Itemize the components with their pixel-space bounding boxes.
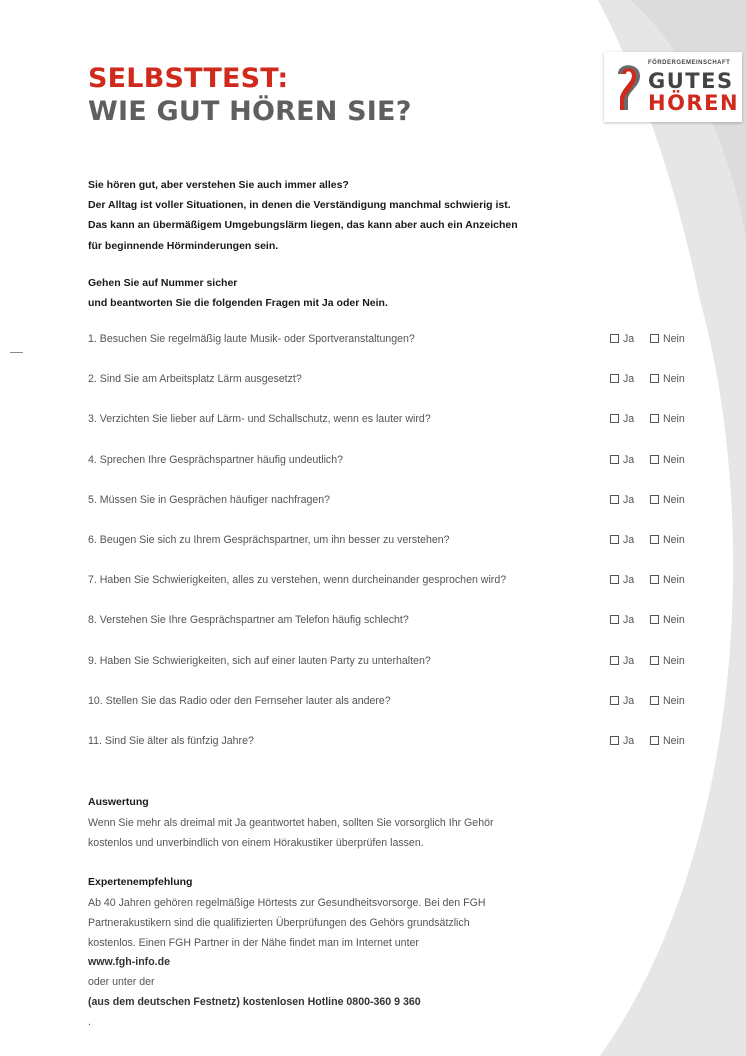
checkbox-ja[interactable]	[610, 494, 634, 506]
checkbox-nein[interactable]	[650, 655, 685, 667]
logo-word-gutes: GUTES	[648, 69, 734, 93]
question-row	[88, 571, 698, 591]
checkbox-ja[interactable]	[610, 695, 634, 707]
checkbox-icon[interactable]	[650, 575, 659, 584]
logo-tagline: FÖRDERGEMEINSCHAFT	[648, 60, 731, 66]
question-text: 7. Haben Sie Schwierigkeiten, alles zu verstehen, wenn durcheinander gesprochen wird?	[88, 574, 507, 587]
checkbox-ja[interactable]	[610, 614, 634, 626]
checkbox-ja[interactable]	[610, 735, 634, 747]
experten-line	[88, 934, 618, 974]
question-text: 2. Sind Sie am Arbeitsplatz Lärm ausgesetzt?	[88, 373, 302, 386]
website-link[interactable]: www.fgh-info.de	[88, 956, 170, 969]
option-label: Nein	[663, 574, 685, 587]
checkbox-nein[interactable]	[650, 695, 685, 707]
checkbox-icon[interactable]	[610, 575, 619, 584]
logo-word-hoeren: HÖREN	[648, 91, 740, 115]
option-label: Ja	[623, 694, 635, 707]
option-label: Nein	[663, 694, 685, 707]
intro-line: Das kann an übermäßigem Umgebungslärm liegen, das kann aber auch ein Anzeichen	[88, 219, 518, 232]
instruction-text	[88, 273, 608, 313]
checkbox-icon[interactable]	[610, 455, 619, 464]
option-label: Nein	[663, 654, 685, 667]
checkbox-icon[interactable]	[610, 656, 619, 665]
checkbox-icon[interactable]	[650, 736, 659, 745]
option-label: Nein	[663, 373, 685, 386]
checkbox-nein[interactable]	[650, 735, 685, 747]
checkbox-nein[interactable]	[650, 494, 685, 506]
experten-line: Ab 40 Jahren gehören regelmäßige Hörtests zur Gesundheitsvorsorge. Bei den FGH	[88, 897, 486, 909]
option-label: Ja	[623, 614, 635, 627]
question-text: 4. Sprechen Ihre Gesprächspartner häufig undeutlich?	[88, 453, 344, 466]
experten-text: oder unter der	[88, 976, 155, 989]
experten-line: Partnerakustikern sind die qualifizierten Überprüfungen des Gehörs grundsätzlich	[88, 916, 470, 929]
option-label: Nein	[663, 493, 685, 506]
page-title	[88, 62, 412, 128]
logo	[604, 52, 742, 122]
option-label: Nein	[663, 453, 685, 466]
checkbox-icon[interactable]	[610, 374, 619, 383]
option-label: Nein	[663, 534, 685, 546]
question-row	[88, 531, 698, 551]
question-row	[88, 330, 698, 350]
checkbox-ja[interactable]	[610, 655, 634, 667]
option-label: Ja	[623, 333, 635, 345]
checkbox-icon[interactable]	[610, 414, 619, 423]
option-label: Ja	[623, 735, 635, 747]
option-label: Ja	[623, 453, 635, 466]
title-line-2: WIE GUT HÖREN SIE?	[88, 96, 412, 127]
intro-line: Sie hören gut, aber verstehen Sie auch immer alles?	[88, 179, 349, 191]
checkbox-nein[interactable]	[650, 333, 685, 345]
auswertung-heading: Auswertung	[88, 796, 149, 808]
question-row	[88, 491, 698, 511]
option-label: Ja	[623, 654, 635, 667]
checkbox-nein[interactable]	[650, 574, 685, 586]
instruction-line: und beantworten Sie die folgenden Fragen mit Ja oder Nein.	[88, 297, 388, 310]
checkbox-icon[interactable]	[650, 535, 659, 544]
option-label: Ja	[623, 574, 635, 587]
question-text: 10. Stellen Sie das Radio oder den Fernseher lauter als andere?	[88, 694, 391, 707]
question-row	[88, 451, 698, 471]
question-text: 1. Besuchen Sie regelmäßig laute Musik- oder Sportveranstaltungen?	[88, 333, 415, 345]
intro-line: Der Alltag ist voller Situationen, in denen die Verständigung manchmal schwierig ist.	[88, 199, 511, 212]
experten-line	[88, 973, 618, 1032]
checkbox-icon[interactable]	[650, 414, 659, 423]
checkbox-ja[interactable]	[610, 574, 634, 586]
checkbox-ja[interactable]	[610, 413, 634, 425]
checkbox-ja[interactable]	[610, 534, 634, 546]
option-label: Ja	[623, 373, 635, 386]
option-label: Ja	[623, 493, 635, 506]
expertenempfehlung-heading: Expertenempfehlung	[88, 876, 193, 888]
checkbox-nein[interactable]	[650, 534, 685, 546]
intro-text	[88, 175, 608, 256]
option-label: Ja	[623, 413, 635, 426]
fold-mark	[10, 352, 23, 353]
expertenempfehlung-text	[88, 894, 618, 1033]
experten-text: .	[88, 1015, 91, 1028]
question-text: 9. Haben Sie Schwierigkeiten, sich auf einer lauten Party zu unterhalten?	[88, 654, 431, 667]
option-label: Nein	[663, 413, 685, 426]
instruction-line: Gehen Sie auf Nummer sicher	[88, 277, 238, 289]
checkbox-icon[interactable]	[650, 374, 659, 383]
auswertung-line: Wenn Sie mehr als dreimal mit Ja geantwortet haben, sollten Sie vorsorglich Ihr Gehör	[88, 817, 494, 829]
question-text: 5. Müssen Sie in Gesprächen häufiger nachfragen?	[88, 493, 331, 506]
experten-text: kostenlos. Einen FGH Partner in der Nähe findet man im Internet unter	[88, 936, 419, 949]
option-label: Nein	[663, 333, 685, 345]
question-row	[88, 732, 698, 752]
question-text: 8. Verstehen Sie Ihre Gesprächspartner am Telefon häufig schlecht?	[88, 614, 409, 627]
checkbox-icon[interactable]	[610, 334, 619, 343]
checkbox-nein[interactable]	[650, 413, 685, 425]
question-text: 6. Beugen Sie sich zu Ihrem Gesprächspartner, um ihn besser zu verstehen?	[88, 534, 450, 546]
checkbox-icon[interactable]	[650, 495, 659, 504]
auswertung-text	[88, 814, 618, 854]
checkbox-ja[interactable]	[610, 333, 634, 345]
question-row	[88, 410, 698, 430]
checkbox-icon[interactable]	[610, 615, 619, 624]
option-label: Nein	[663, 614, 685, 627]
title-line-1: SELBSTTEST:	[88, 63, 289, 94]
intro-line: für beginnende Hörminderungen sein.	[88, 239, 279, 252]
checkbox-icon[interactable]	[650, 656, 659, 665]
question-row	[88, 652, 698, 672]
question-row	[88, 692, 698, 712]
hotline-text: (aus dem deutschen Festnetz) kostenlosen Hotline 0800-360 9 360	[88, 995, 421, 1008]
checkbox-icon[interactable]	[610, 535, 619, 544]
checkbox-nein[interactable]	[650, 454, 685, 466]
checkbox-icon[interactable]	[610, 736, 619, 745]
checkbox-icon[interactable]	[610, 696, 619, 705]
checkbox-icon[interactable]	[650, 455, 659, 464]
checkbox-icon[interactable]	[650, 615, 659, 624]
checkbox-icon[interactable]	[610, 495, 619, 504]
auswertung-line: kostenlos und unverbindlich von einem Hörakustiker überprüfen lassen.	[88, 836, 424, 849]
option-label: Nein	[663, 735, 685, 747]
question-row	[88, 611, 698, 631]
question-text: 11. Sind Sie älter als fünfzig Jahre?	[88, 735, 254, 747]
checkbox-icon[interactable]	[650, 334, 659, 343]
question-text: 3. Verzichten Sie lieber auf Lärm- und Schallschutz, wenn es lauter wird?	[88, 413, 431, 426]
checkbox-nein[interactable]	[650, 373, 685, 385]
checkbox-icon[interactable]	[650, 696, 659, 705]
checkbox-ja[interactable]	[610, 373, 634, 385]
question-row	[88, 370, 698, 390]
ear-logo-icon	[610, 60, 646, 114]
checkbox-nein[interactable]	[650, 614, 685, 626]
checkbox-ja[interactable]	[610, 454, 634, 466]
option-label: Ja	[623, 534, 635, 546]
